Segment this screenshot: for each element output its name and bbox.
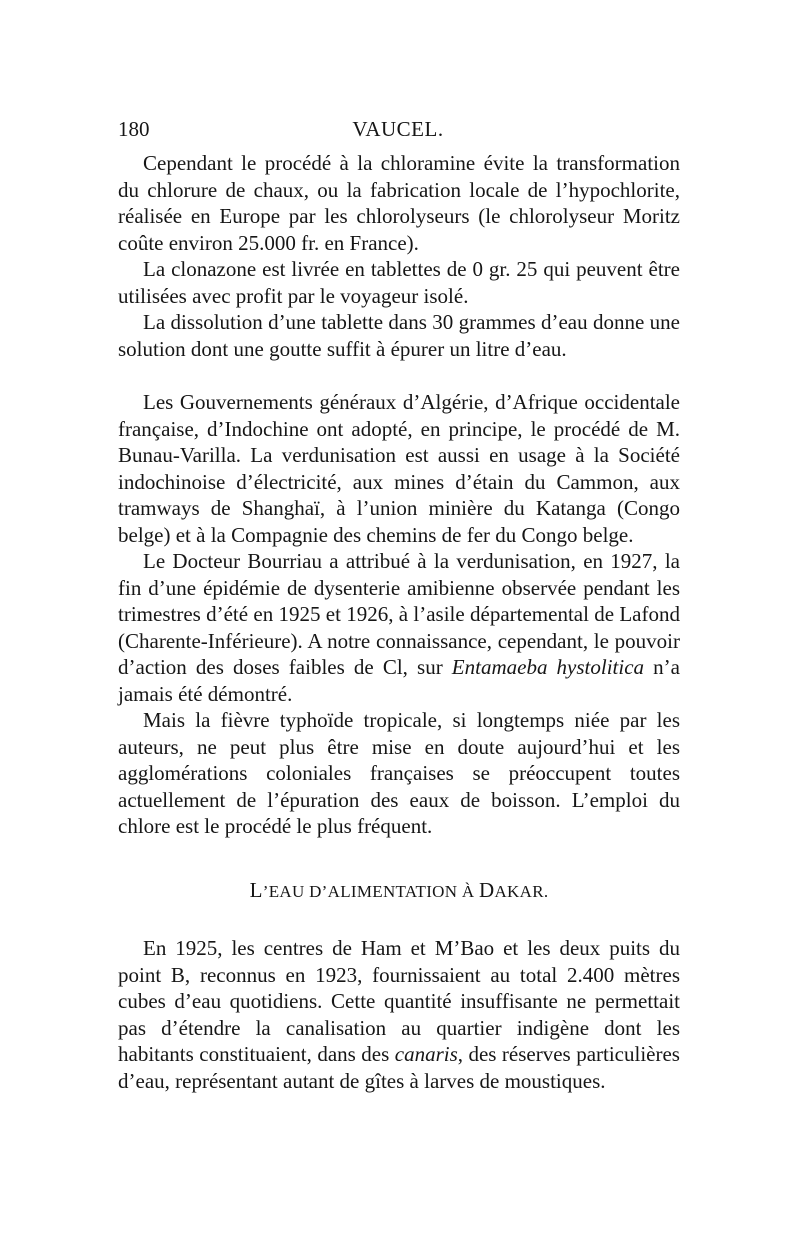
paragraph-bourriau [118,548,680,707]
text-run: Le Docteur Bourriau a attribué à la verdunisation, en 1927, la fin d’une épidémie de dysenterie amibienne observée pendant les trimestres d’été en 1925 et 1926, à l’asile départemental de Lafond (Charente-Inférieure). A notre connaissance, cependant, le pouvoir d’action des doses faibles de Cl, sur [118,549,680,679]
italic-canaris: canaris [394,1042,458,1066]
heading-part-1: ’EAU D’ALIMENTATION À [262,881,480,901]
paragraph-gouvernements: Les Gouvernements généraux d’Algérie, d’Afrique occidentale française, d’Indochine ont adopté, en principe, le procédé de M. Bunau-Varilla. La verdunisation est aussi en usage à la Société indochinoise d’électricité, aux mines d’étain du Cammon, aux tramways de Shanghaï, à l’union minière du Katanga (Congo belge) et à la Compagnie des chemins de fer du Congo belge. [118,390,680,547]
paragraph-clonazone: La clonazone est livrée en tablettes de 0 gr. 25 qui peuvent être utilisées avec profit par le voyageur isolé. [118,257,680,308]
page-number: 180 [118,117,150,141]
paragraph-dakar [118,935,680,1094]
running-title: VAUCEL. [352,117,444,141]
italic-species-name: Entamaeba hystolitica [451,655,645,679]
section-heading [118,877,680,906]
text-run: , des réserves particulières d’eau, représentant autant de gîtes à larves de moustiques. [118,1042,680,1093]
paragraph-fievre-typhoide: Mais la fièvre typhoïde tropicale, si longtemps niée par les auteurs, ne peut plus être mise en doute aujourd’hui et les agglomérations coloniales françaises se préoccupent toutes actuellement de l’épuration des eaux de boisson. L’emploi du chlore est le procédé le plus fréquent. [118,708,680,838]
paragraph-chloramine: Cependant le procédé à la chloramine évite la transformation du chlorure de chaux, ou la fabrication locale de l’hypochlorite, réalisée en Europe par les chlorolyseurs (le chlorolyseur Moritz coûte environ 25.000 fr. en France). [118,151,680,255]
text-run: En 1925, les centres de Ham et M’Bao et les deux puits du point B, reconnus en 1923, fournissaient au total 2.400 mètres cubes d’eau quotidiens. Cette quantité insuffisante ne permettait pas d’étendre la canalisation au quartier indigène dont les habitants constituaient, dans des [118,936,680,1066]
text-run: n’a jamais été démontré. [118,655,680,706]
page-header [118,117,678,147]
paragraph-dissolution: La dissolution d’une tablette dans 30 grammes d’eau donne une solution dont une goutte suffit à épurer un litre d’eau. [118,310,680,361]
body-text [118,150,680,1094]
heading-initial-d: D [479,877,495,902]
heading-part-2: AKAR. [494,881,549,901]
heading-initial-l: L [249,877,263,902]
